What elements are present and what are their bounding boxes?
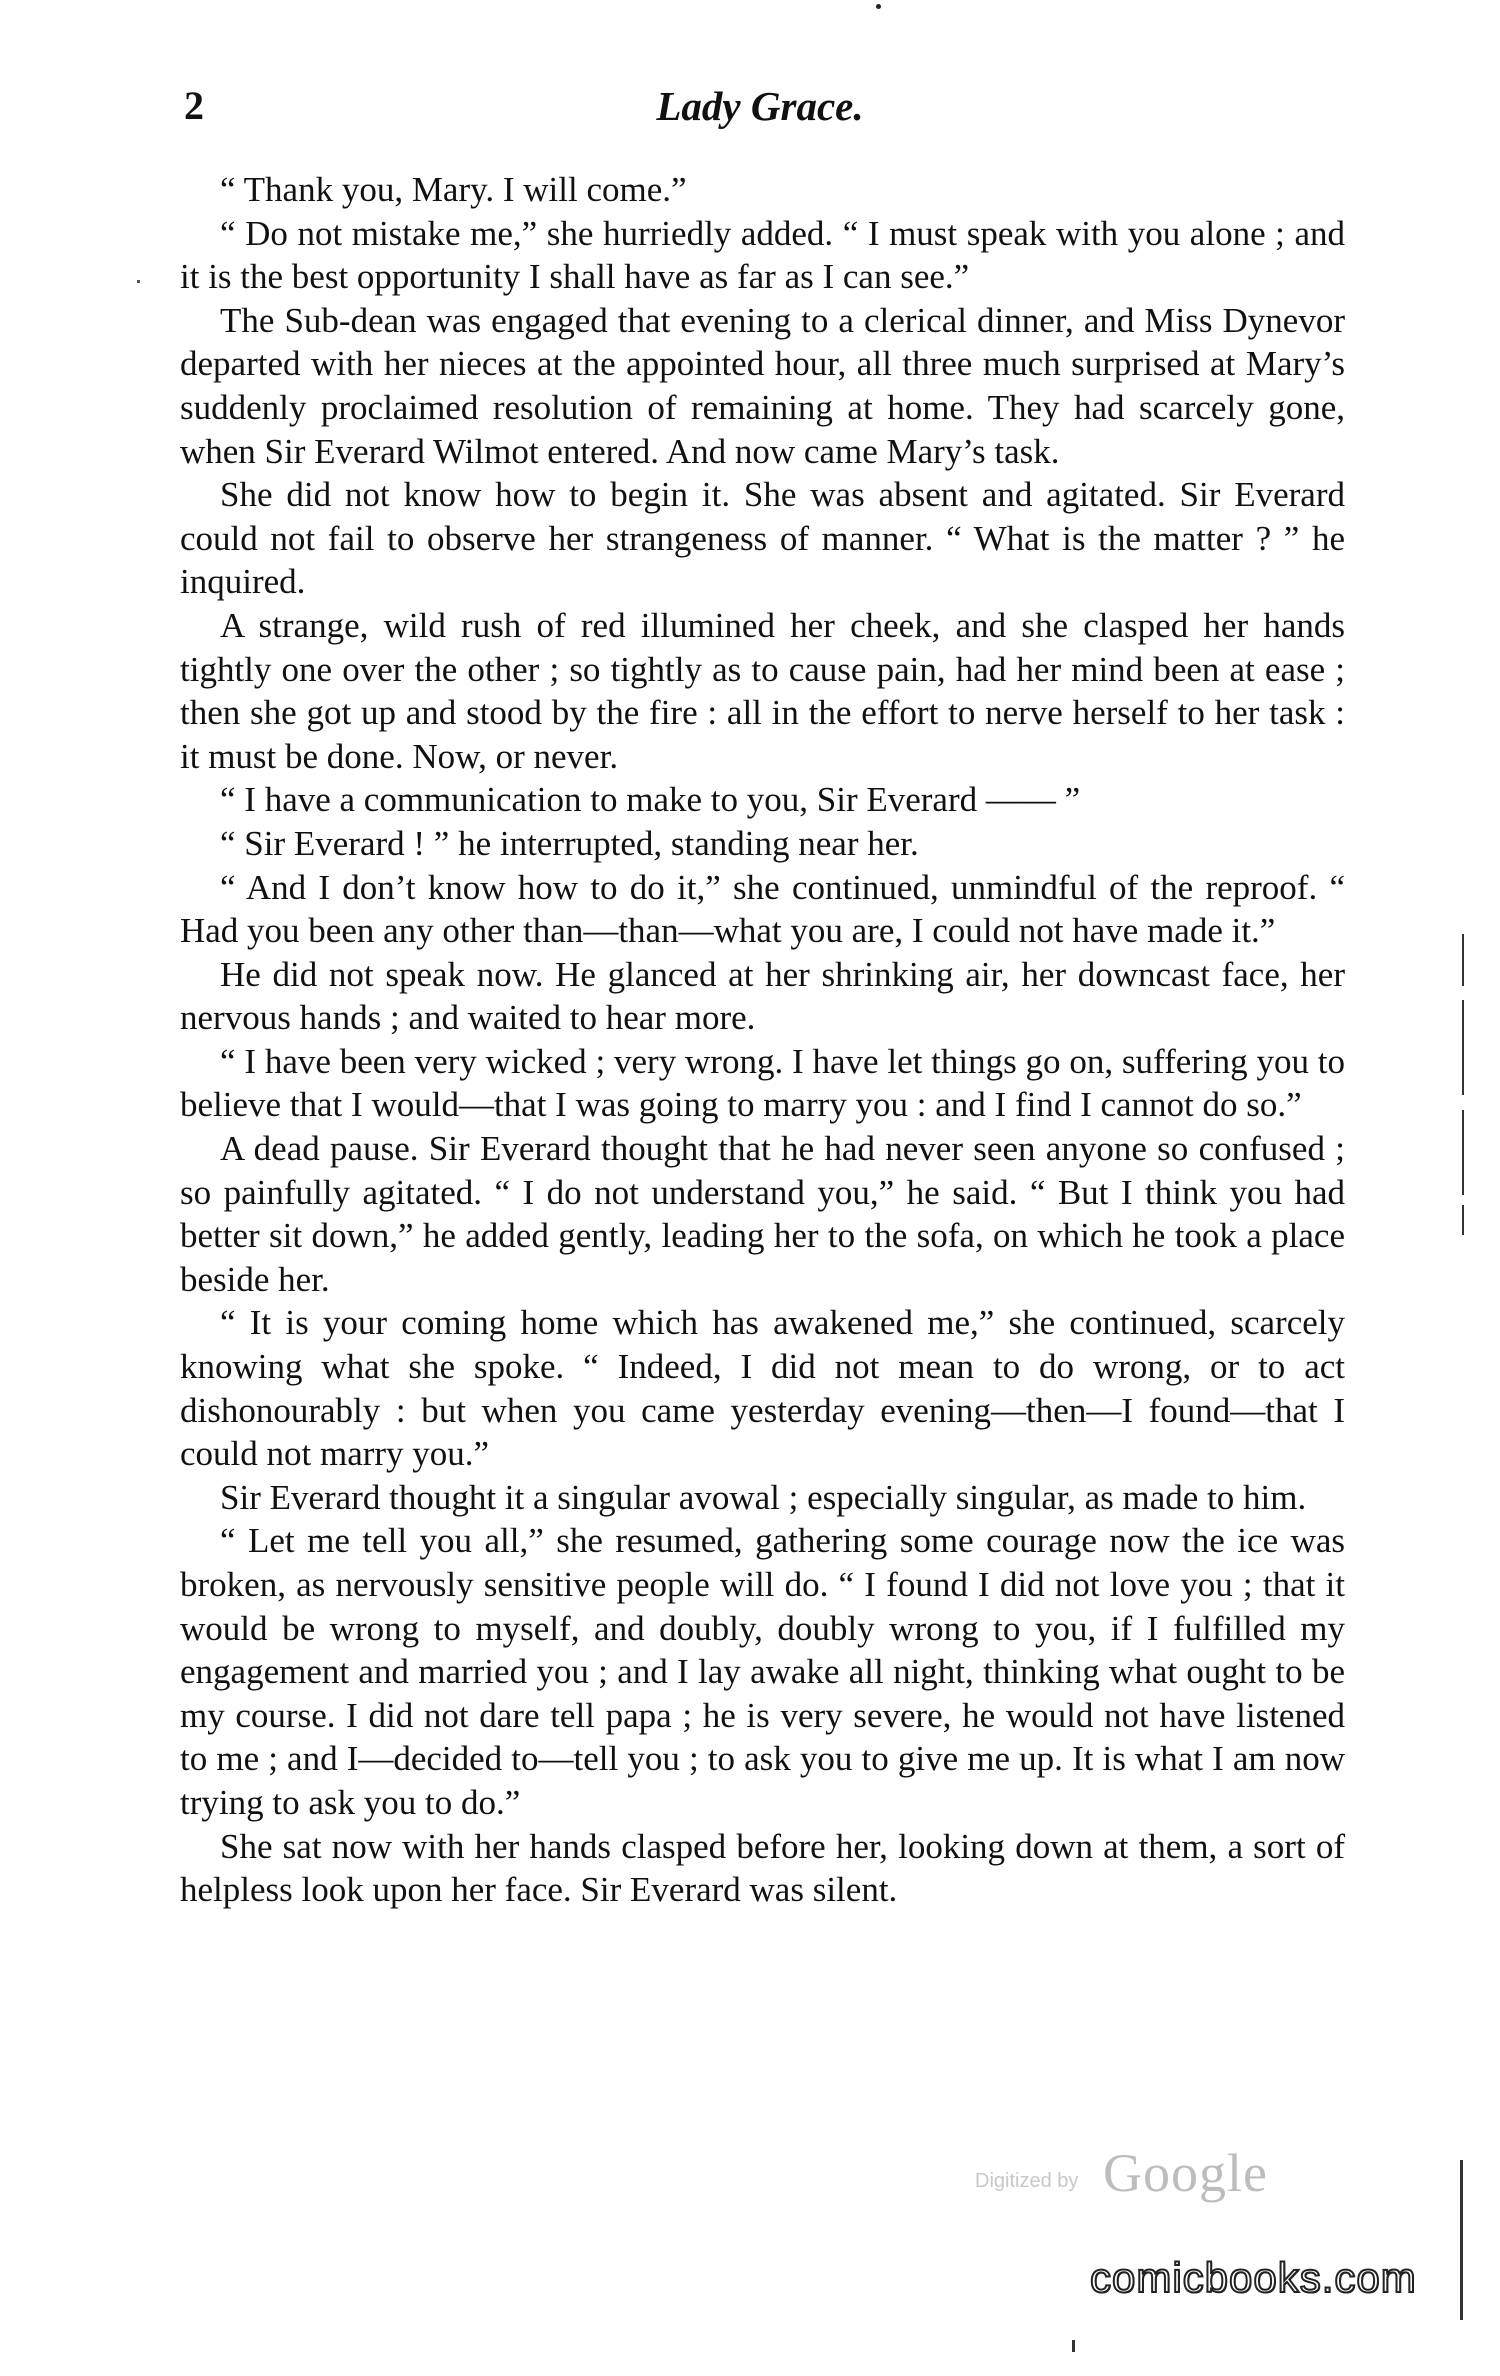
google-logo: Google xyxy=(1103,2143,1268,2203)
paragraph: “ I have been very wicked ; very wrong. I have let things go on, suffering you to believe that I would—that I was going to marry you : and I find I cannot do so.” xyxy=(180,1041,1345,1125)
paragraph: “ Let me tell you all,” she resumed, gathering some courage now the ice was broken, as nervously sensitive people will do. “ I found I did not love you ; that it would be wrong to myself, and doubly, doubly wrong to you, if I fulfilled my engagement and married you ; and I lay awake all night, thinking what ought to be my course. I did not dare tell papa ; he is very severe, he would not have listened to me ; and I—decided to—tell you ; to ask you to give me up. It is what I am now trying to ask you to do.” xyxy=(180,1521,1345,1822)
paragraph: “ I have a communication to make to you, Sir Everard —— ” xyxy=(220,780,1081,820)
paragraph: She did not know how to begin it. She was absent and agitated. Sir Everard could not fail to observe her strangeness of manner. “ What is the matter ? ” he inquired. xyxy=(180,475,1345,602)
printing-speck xyxy=(137,280,140,283)
page-edge-shadow xyxy=(1462,1110,1464,1195)
paragraph: A dead pause. Sir Everard thought that he had never seen anyone so confused ; so painfully agitated. “ I do not understand you,” he said. “ But I think you had better sit down,” he added gently, leading her to the sofa, on which he took a place beside her. xyxy=(180,1129,1345,1299)
running-title: Lady Grace. xyxy=(656,83,864,129)
page-edge-shadow xyxy=(1462,1000,1464,1095)
page-header xyxy=(180,82,1340,142)
paragraph: She sat now with her hands clasped before her, looking down at them, a sort of helpless look upon her face. Sir Everard was silent. xyxy=(180,1826,1345,1910)
page-edge-shadow xyxy=(1462,1205,1464,1235)
paragraph: “ And I don’t know how to do it,” she continued, unmindful of the reproof. “ Had you been any other than—than—what you are, I could not have made it.” xyxy=(180,867,1345,951)
page-edge-shadow xyxy=(1462,934,1464,986)
paragraph: “ Do not mistake me,” she hurriedly added. “ I must speak with you alone ; and it is the best opportunity I shall have as far as I can see.” xyxy=(180,213,1345,297)
page-edge-shadow xyxy=(1460,2160,1463,2320)
body-text xyxy=(180,168,1345,1912)
printing-speck xyxy=(876,4,881,9)
paragraph: The Sub-dean was engaged that evening to a clerical dinner, and Miss Dynevor departed with her nieces at the appointed hour, all three much surprised at Mary’s suddenly proclaimed resolution of remaining at home. They had scarcely gone, when Sir Everard Wilmot entered. And now came Mary’s task. xyxy=(180,300,1345,471)
paragraph: A strange, wild rush of red illumined her cheek, and she clasped her hands tightly one over the other ; so tightly as to cause pain, had her mind been at ease ; then she got up and stood by the fire : all in the effort to nerve herself to her task : it must be done. Now, or never. xyxy=(180,605,1345,776)
paragraph: He did not speak now. He glanced at her shrinking air, her downcast face, her nervous hands ; and waited to hear more. xyxy=(180,954,1345,1038)
paragraph: “ Thank you, Mary. I will come.” xyxy=(220,170,687,209)
paragraph: “ Sir Everard ! ” he interrupted, standing near her. xyxy=(220,823,919,863)
page-number: 2 xyxy=(184,83,204,128)
site-watermark: comicbooks.com xyxy=(1090,2254,1417,2301)
paragraph: “ It is your coming home which has awakened me,” she continued, scarcely knowing what she spoke. “ Indeed, I did not mean to do wrong, or to act dishonourably : but when you came yesterday evening—then—I found—that I could not marry you.” xyxy=(180,1303,1345,1474)
digitized-by-google-watermark xyxy=(975,2142,1295,2212)
paragraph: Sir Everard thought it a singular avowal ; especially singular, as made to him. xyxy=(220,1477,1307,1517)
printing-speck xyxy=(1072,2340,1075,2352)
digitized-by-label: Digitized by xyxy=(975,2170,1079,2192)
